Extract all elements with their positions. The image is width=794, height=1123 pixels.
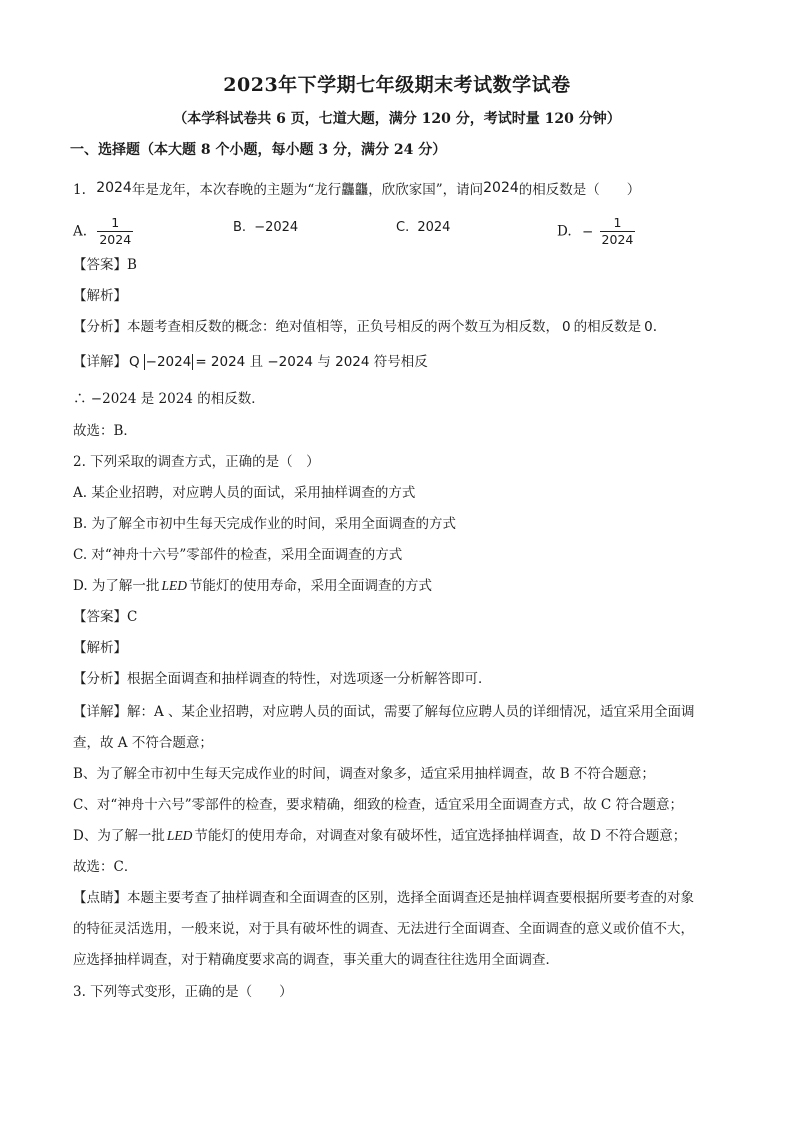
q2-detail-line-5	[73, 826, 686, 846]
q1-option-d-denominator: 2024	[601, 232, 634, 247]
q2-option-d-text: D. 为了解一批	[73, 578, 160, 594]
q2-detail-line-2: 查，故 A 不符合题意；	[73, 735, 213, 751]
q1-fenxi-text-2: 的相反数是	[573, 319, 642, 335]
q2-option-d-led: LED	[161, 578, 187, 593]
q2-detail-led: LED	[166, 828, 193, 843]
q1-detail	[73, 352, 428, 372]
q1-choice: 故选：B．	[73, 423, 137, 439]
q1-option-b-value: −2024	[254, 220, 299, 235]
q2-detail-line-3: B、为了解全市初中生每天完成作业的时间，调查对象多，适宜采用抽样调查，故 B 不符合题意；	[73, 766, 655, 782]
q2-option-d-text-2: 节能灯的使用寿命，采用全面调查的方式	[188, 578, 432, 594]
q1-year-2: 2024	[483, 180, 519, 196]
q1-option-d-fraction	[600, 215, 636, 248]
q2-answer: 【答案】C	[73, 609, 138, 625]
q1-fenxi	[73, 317, 657, 337]
q1-year: 2024	[96, 180, 132, 196]
q1-detail-label: 【详解】	[73, 354, 127, 370]
q1-stem	[73, 178, 640, 200]
q1-answer: 【答案】B	[73, 257, 137, 273]
q2-choice: 故选：C．	[73, 859, 138, 875]
q1-option-b-label: B.	[233, 220, 247, 235]
q1-stem-text-2: 的相反数是（ ）	[518, 182, 641, 198]
q2-dianjing-line-3: 应选择抽样调查，对于精确度要求高的调查，事关重大的调查往往选用全面调查．	[73, 952, 559, 968]
q1-option-d-numerator: 1	[613, 215, 622, 230]
q1-fenxi-end: .	[652, 319, 657, 335]
q2-option-d	[73, 576, 432, 596]
q2-stem: 2. 下列采取的调查方式，正确的是（ ）	[73, 454, 320, 470]
q1-option-c-label: C.	[396, 220, 410, 235]
q1-fenxi-text: 【分析】本题考查相反数的概念：绝对值相等，正负号相反的两个数互为相反数，	[73, 319, 559, 335]
q1-detail-text: = 2024 且 −2024 与 2024 符号相反	[195, 354, 428, 370]
q1-stem-text: 年是龙年，本次春晚的主题为“龙行龘龘，欣欣家国”，请问	[131, 182, 484, 198]
q1-fenxi-zero: 0	[562, 319, 571, 335]
q1-fenxi-zero-2: 0	[644, 319, 653, 335]
q2-detail-line-1: 【详解】解：A 、某企业招聘，对应聘人员的面试，需要了解每位应聘人员的详细情况，适宜采用全面调	[73, 704, 695, 720]
q1-option-d	[557, 215, 635, 248]
q2-option-b: B. 为了解全市初中生每天完成作业的时间，采用全面调查的方式	[73, 516, 457, 532]
q2-analysis-label: 【解析】	[73, 640, 127, 656]
page-subtitle: （本学科试卷共 6 页，七道大题，满分 120 分，考试时量 120 分钟）	[173, 111, 621, 127]
q2-detail-line-5-text: D、为了解一批	[73, 828, 165, 844]
q1-number: 1.	[73, 182, 86, 198]
q1-option-a-label: A.	[73, 223, 88, 240]
q1-option-c	[396, 220, 450, 235]
q1-option-a-denominator: 2024	[99, 232, 132, 247]
q1-analysis-label: 【解析】	[73, 288, 127, 304]
q1-detail-symbol: Q	[129, 354, 140, 370]
q2-detail-line-4: C、对“神舟十六号”零部件的检查，要求精确，细致的检查，适宜采用全面调查方式，故 C 符合题意；	[73, 797, 684, 813]
q2-option-a: A. 某企业招聘，对应聘人员的面试，采用抽样调查的方式	[73, 485, 416, 501]
q2-option-c: C. 对“神舟十六号”零部件的检查，采用全面调查的方式	[73, 547, 403, 563]
q1-option-a	[73, 215, 133, 248]
q2-dianjing-line-1: 【点睛】本题主要考查了抽样调查和全面调查的区别，选择全面调查还是抽样调查要根据所要考查的对象	[73, 890, 694, 906]
q2-fenxi: 【分析】根据全面调查和抽样调查的特性，对选项逐一分析解答即可．	[73, 671, 492, 687]
q1-option-a-numerator: 1	[111, 215, 120, 230]
q1-option-a-fraction	[97, 215, 133, 248]
q2-detail-line-5-text-2: 节能灯的使用寿命，对调查对象有破坏性，适宜选择抽样调查，故 D 不符合题意；	[194, 828, 687, 844]
q1-detail-absolute-value: −2024	[145, 354, 192, 370]
q1-option-d-sign: −	[581, 223, 594, 240]
section-heading: 一、选择题（本大题 8 个小题，每小题 3 分，满分 24 分）	[70, 142, 447, 158]
q1-therefore: ∴ −2024 是 2024 的相反数．	[73, 391, 265, 407]
q1-option-c-value: 2024	[417, 220, 451, 235]
page-title: 2023年下学期七年级期末考试数学试卷	[223, 74, 571, 96]
q1-option-b	[233, 220, 298, 235]
q2-dianjing-line-2: 的特征灵活选用，一般来说，对于具有破坏性的调查、无法进行全面调查、全面调查的意义或价值不大，	[73, 921, 694, 937]
q1-option-d-label: D.	[557, 223, 572, 240]
q3-stem: 3. 下列等式变形，正确的是（ ）	[73, 984, 293, 1000]
